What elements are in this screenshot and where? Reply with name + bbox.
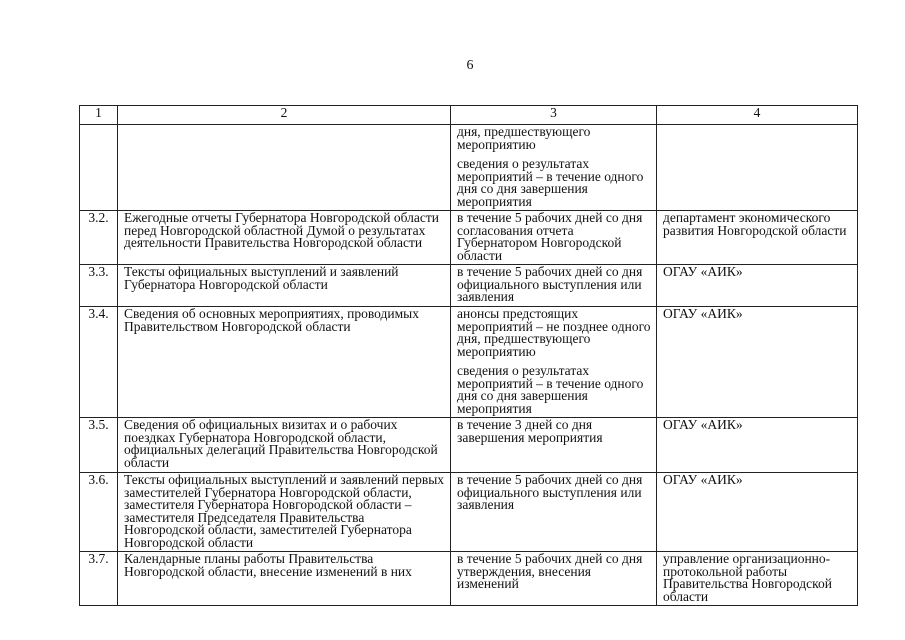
row-term bbox=[451, 552, 657, 606]
row-responsible: департамент экономического развития Новгородской области bbox=[657, 211, 858, 265]
row-name: Сведения об основных мероприятиях, проводимых Правительством Новгородской области bbox=[118, 307, 451, 418]
term-text: сведения о результатах мероприятий – в течение одного дня со дня завершения мероприятия bbox=[457, 363, 644, 416]
row-term bbox=[451, 473, 657, 552]
row-name: Сведения об официальных визитах и о рабочих поездках Губернатора Новгородской области, официальных делегаций Правительства Новгородской области bbox=[118, 418, 451, 473]
header-cell: 3 bbox=[451, 106, 657, 125]
row-name: Тексты официальных выступлений и заявлений Губернатора Новгородской области bbox=[118, 265, 451, 307]
page-number: 6 bbox=[466, 58, 474, 73]
term-text: в течение 5 рабочих дней со дня официального выступления или заявления bbox=[457, 472, 643, 512]
term-text: дня, предшествующего мероприятию bbox=[457, 124, 591, 152]
document-table bbox=[79, 105, 858, 606]
header-cell: 1 bbox=[80, 106, 118, 125]
table-row bbox=[80, 307, 858, 418]
row-number: 3.5. bbox=[80, 418, 118, 473]
row-responsible: ОГАУ «АИК» bbox=[657, 418, 858, 473]
row-name: Ежегодные отчеты Губернатора Новгородской области перед Новгородской областной Думой о результатах деятельности Правительства Новгородской области bbox=[118, 211, 451, 265]
table-row bbox=[80, 552, 858, 606]
term-text: в течение 5 рабочих дней со дня официального выступления или заявления bbox=[457, 264, 643, 304]
row-number: 3.3. bbox=[80, 265, 118, 307]
row-name bbox=[118, 125, 451, 211]
term-text: анонсы предстоящих мероприятий – не позднее одного дня, предшествующего мероприятию bbox=[457, 306, 651, 359]
term-text: сведения о результатах мероприятий – в течение одного дня со дня завершения мероприятия bbox=[457, 156, 644, 209]
table-row bbox=[80, 418, 858, 473]
row-name: Календарные планы работы Правительства Новгородской области, внесение изменений в них bbox=[118, 552, 451, 606]
table-row bbox=[80, 473, 858, 552]
row-term bbox=[451, 211, 657, 265]
row-name: Тексты официальных выступлений и заявлений первых заместителей Губернатора Новгородской области, заместителя Губернатора Новгородской области – заместителя Председателя Правительства Новгородской области, заместителей Губернатора Новгородской области bbox=[118, 473, 451, 552]
row-number: 3.7. bbox=[80, 552, 118, 606]
term-text: в течение 5 рабочих дней со дня согласования отчета Губернатором Новгородской области bbox=[457, 210, 643, 263]
header-cell: 4 bbox=[657, 106, 858, 125]
header-cell: 2 bbox=[118, 106, 451, 125]
row-term bbox=[451, 307, 657, 418]
row-number: 3.4. bbox=[80, 307, 118, 418]
table-header-row bbox=[80, 106, 858, 125]
row-responsible bbox=[657, 125, 858, 211]
table-row bbox=[80, 265, 858, 307]
row-responsible: ОГАУ «АИК» bbox=[657, 307, 858, 418]
row-number bbox=[80, 125, 118, 211]
term-text: в течение 5 рабочих дней со дня утверждения, внесения изменений bbox=[457, 551, 643, 591]
row-number: 3.2. bbox=[80, 211, 118, 265]
table-row bbox=[80, 125, 858, 211]
row-number: 3.6. bbox=[80, 473, 118, 552]
row-responsible: управление организационно-протокольной работы Правительства Новгородской области bbox=[657, 552, 858, 606]
row-responsible: ОГАУ «АИК» bbox=[657, 473, 858, 552]
row-term bbox=[451, 418, 657, 473]
row-responsible: ОГАУ «АИК» bbox=[657, 265, 858, 307]
row-term bbox=[451, 265, 657, 307]
row-term bbox=[451, 125, 657, 211]
term-text: в течение 3 дней со дня завершения мероприятия bbox=[457, 417, 603, 445]
table-row bbox=[80, 211, 858, 265]
